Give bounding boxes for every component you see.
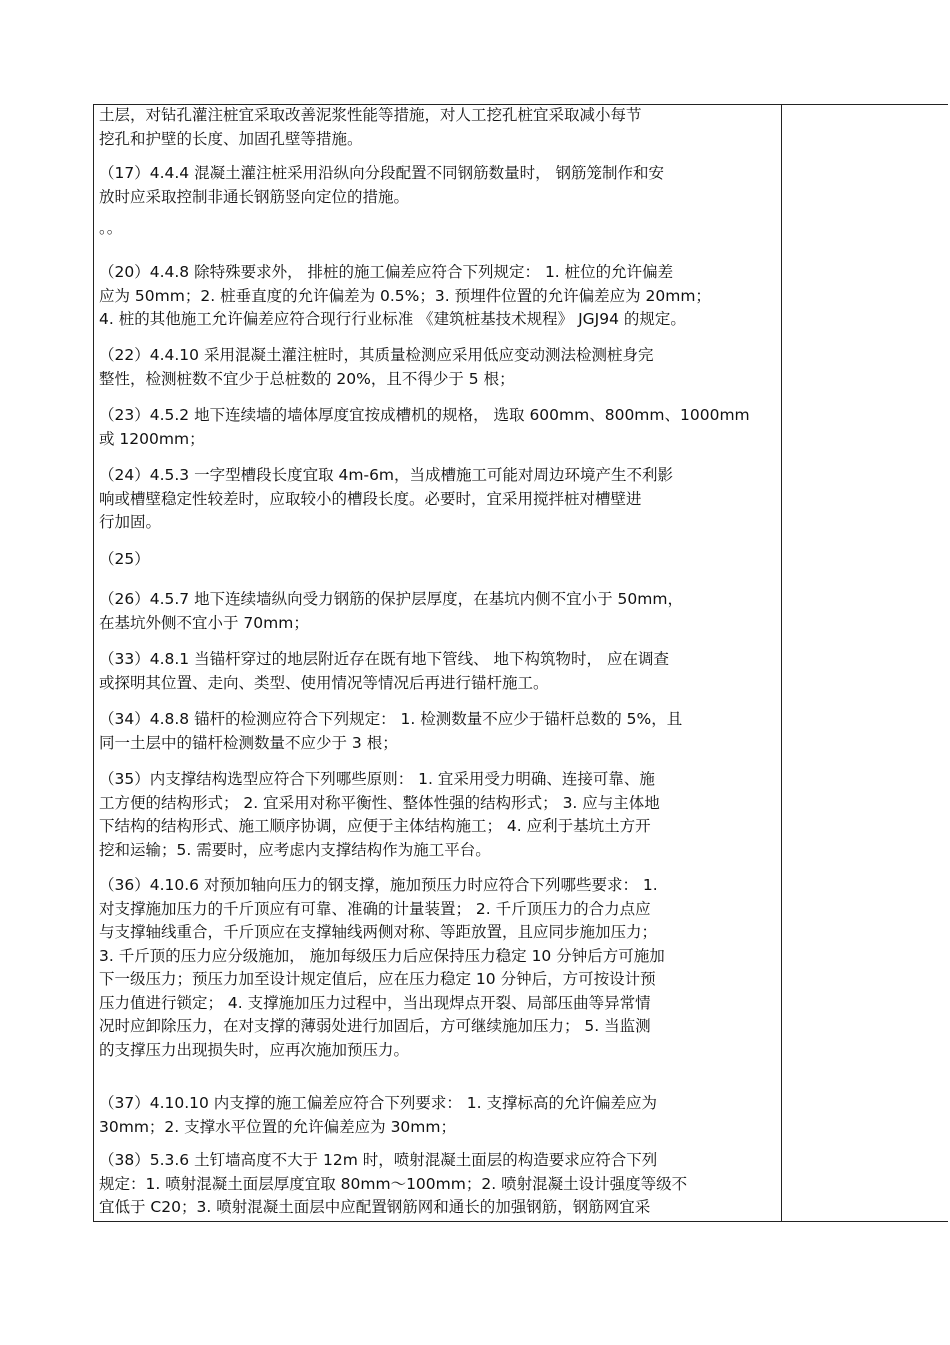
paragraph-line: 或探明其位置、走向、类型、使用情况等情况后再进行锚杆施工。	[99, 673, 549, 692]
paragraph	[99, 344, 653, 391]
paragraph	[99, 588, 683, 635]
paragraph-line: 挖和运输；5. 需要时，应考虑内支撑结构作为施工平台。	[99, 840, 491, 859]
paragraph	[99, 548, 150, 572]
paragraph-line: 30mm；2. 支撑水平位置的允许偏差应为 30mm；	[99, 1117, 456, 1136]
paragraph-line: 宜低于 C20；3. 喷射混凝土面层中应配置钢筋网和通长的加强钢筋，钢筋网宜采	[99, 1198, 651, 1216]
paragraph	[99, 1092, 657, 1139]
paragraph	[99, 217, 122, 241]
paragraph	[99, 162, 664, 209]
paragraph-line: 工方便的结构形式； 2. 宜采用对称平衡性、整体性强的结构形式； 3. 应与主体地	[99, 793, 660, 812]
paragraph-line: （35）内支撑结构选型应符合下列哪些原则： 1. 宜采用受力明确、连接可靠、施	[99, 770, 655, 788]
paragraph	[99, 404, 750, 451]
paragraph-line: 4. 桩的其他施工允许偏差应符合现行行业标准 《建筑桩基技术规程》 JGJ94 的规定。	[99, 310, 686, 328]
paragraph-line: 。。	[99, 219, 123, 237]
paragraph-line: （38）5.3.6 土钉墙高度不大于 12m 时，喷射混凝土面层的构造要求应符合下列	[99, 1151, 658, 1169]
paragraph-line: 响或槽壁稳定性较差时，应取较小的槽段长度。必要时，宜采用搅拌桩对槽壁进	[99, 489, 642, 508]
paragraph-line: 与支撑轴线重合，千斤顶应在支撑轴线两侧对称、等距放置，且应同步施加压力；	[99, 923, 658, 941]
paragraph	[99, 874, 665, 1062]
paragraph-line: 挖孔和护壁的长度、加固孔壁等措施。	[99, 129, 363, 148]
paragraph-line: 规定：1. 喷射混凝土面层厚度宜取 80mm～100mm；2. 喷射混凝土设计强度等级不	[99, 1174, 688, 1193]
paragraph-line: 或 1200mm；	[99, 429, 205, 448]
paragraph	[99, 261, 711, 332]
paragraph-line: 放时应采取控制非通长钢筋竖向定位的措施。	[99, 187, 410, 206]
paragraph-line: 行加固。	[99, 513, 162, 531]
paragraph-line: （24）4.5.3 一字型槽段长度宜取 4m-6m，当成槽施工可能对周边环境产生不利影	[99, 466, 674, 484]
paragraph	[99, 768, 660, 862]
paragraph-line: 压力值进行锁定； 4. 支撑施加压力过程中，当出现焊点开裂、局部压曲等异常情	[99, 993, 651, 1012]
paragraph-line: 对支撑施加压力的千斤顶应有可靠、准确的计量装置； 2. 千斤顶压力的合力点应	[99, 899, 651, 918]
paragraph-line: （23）4.5.2 地下连续墙的墙体厚度宜按成槽机的规格， 选取 600mm、800mm、1000mm	[99, 406, 750, 424]
paragraph-line: 下一级压力；预压力加至设计规定值后，应在压力稳定 10 分钟后，方可按设计预	[99, 970, 656, 988]
paragraph	[99, 464, 673, 535]
paragraph	[99, 104, 642, 151]
paragraph-line: （22）4.4.10 采用混凝土灌注桩时，其质量检测应采用低应变动测法检测桩身完	[99, 346, 654, 364]
paragraph-line: 同一土层中的锚杆检测数量不应少于 3 根；	[99, 733, 398, 752]
paragraph	[99, 1149, 687, 1220]
paragraph-line: 下结构的结构形式、施工顺序协调，应便于主体结构施工； 4. 应利于基坑土方开	[99, 817, 651, 835]
paragraph-line: 3. 千斤顶的压力应分级施加， 施加每级压力后应保持压力稳定 10 分钟后方可施加	[99, 946, 665, 965]
paragraph-line: 土层，对钻孔灌注桩宜采取改善泥浆性能等措施，对人工挖孔桩宜采取减小每节	[99, 106, 642, 124]
paragraph-line: （33）4.8.1 当锚杆穿过的地层附近存在既有地下管线、 地下构筑物时， 应在调查	[99, 650, 669, 668]
paragraph-line: 的支撑压力出现损失时，应再次施加预压力。	[99, 1040, 410, 1059]
paragraph-line: 在基坑外侧不宜小于 70mm；	[99, 613, 309, 632]
paragraph-line: 整性，检测桩数不宜少于总桩数的 20%，且不得少于 5 根；	[99, 369, 515, 388]
paragraph-line: （25）	[99, 550, 150, 568]
paragraph	[99, 708, 682, 755]
paragraph-line: （34）4.8.8 锚杆的检测应符合下列规定： 1. 检测数量不应少于锚杆总数的 5%，且	[99, 710, 683, 728]
paragraph-line: （37）4.10.10 内支撑的施工偏差应符合下列要求： 1. 支撑标高的允许偏差应为	[99, 1094, 657, 1112]
paragraph-line: 应为 50mm；2. 桩垂直度的允许偏差为 0.5%；3. 预埋件位置的允许偏差应为 20mm；	[99, 286, 711, 305]
column-divider	[781, 104, 782, 1222]
paragraph-line: （20）4.4.8 除特殊要求外， 排桩的施工偏差应符合下列规定： 1. 桩位的允许偏差	[99, 263, 674, 281]
paragraph-line: （26）4.5.7 地下连续墙纵向受力钢筋的保护层厚度，在基坑内侧不宜小于 50mm，	[99, 590, 683, 608]
paragraph	[99, 648, 669, 695]
paragraph-line: （36）4.10.6 对预加轴向压力的钢支撑，施加预压力时应符合下列哪些要求： 1.	[99, 876, 658, 894]
paragraph-line: （17）4.4.4 混凝土灌注桩采用沿纵向分段配置不同钢筋数量时， 钢筋笼制作和安	[99, 164, 665, 182]
paragraph-line: 况时应卸除压力，在对支撑的薄弱处进行加固后，方可继续施加压力； 5. 当监测	[99, 1017, 651, 1035]
